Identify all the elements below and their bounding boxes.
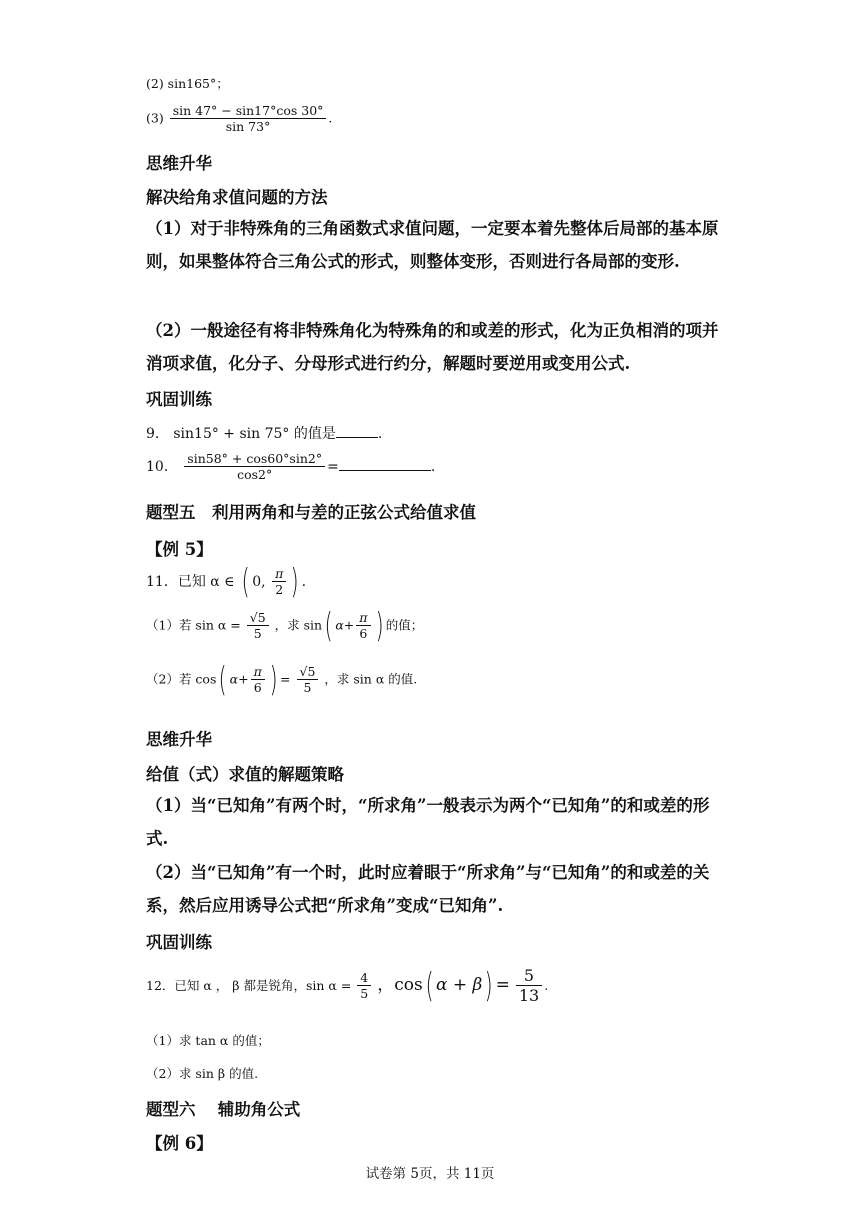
question-12-part-2: （2）求 sin β 的值.: [146, 1066, 259, 1081]
question-12: 12．已知 α ， β 都是锐角，sin α = $\frac{4}{5}$ ，cos( α + β) = $\frac{5}{13}$ .: [146, 966, 549, 1007]
fraction: $\frac{√5}{5}$: [297, 665, 319, 695]
question-12-part-1: （1）求 tan α 的值；: [146, 1033, 270, 1048]
fraction: $\frac{√5}{5}$: [247, 611, 269, 641]
section-heading: 思维升华: [146, 154, 212, 173]
fraction: $\frac{\pi}{2}$: [272, 567, 286, 597]
question-3-part-3: (3) $\frac{\sin 47^\circ - \sin 17^\circ\cos 30^\circ}{\sin 73^\circ}$ .: [146, 103, 333, 135]
method-paragraph-2: （2）一般途径有将非特殊角化为特殊角的和或差的形式，化为正负相消的项并消项求值，化分子、分母形式进行约分，解题时要逆用或变用公式.: [146, 321, 719, 373]
method-paragraph-1: （1）对于非特殊角的三角函数式求值问题，一定要本着先整体后局部的基本原则，如果整体符合三角公式的形式，则整体变形，否则进行各局部的变形.: [146, 219, 719, 271]
fraction: $\frac{4}{5}$: [357, 971, 371, 1001]
fraction: $\frac{\pi}{6}$: [356, 611, 370, 641]
fraction: $\frac{5}{13}$: [516, 967, 542, 1006]
answer-blank: [336, 425, 378, 438]
page-footer: 试卷第 5页，共 11页: [365, 1166, 495, 1182]
section-heading-type-6: 题型六 辅助角公式: [146, 1100, 301, 1119]
section-heading-type-5: 题型五 利用两角和与差的正弦公式给值求值: [146, 503, 476, 522]
fraction: $\frac{\sin 58^\circ + \cos 60^\circ\sin 2^\circ}{\cos 2^\circ}$: [184, 452, 325, 482]
question-11-part-2: （2）若 cos( α+ $\frac{\pi}{6}$ ) = $\frac{√5}{5}$ ，求 sin α 的值.: [146, 660, 418, 700]
fraction: $\frac{\sin 47^\circ - \sin 17^\circ\cos 30^\circ}{\sin 73^\circ}$: [170, 104, 327, 134]
method-heading: 给值（式）求值的解题策略: [146, 765, 344, 784]
fraction: $\frac{\pi}{6}$: [251, 665, 265, 695]
question-10: 10． $\frac{\sin 58^\circ + \cos 60^\circ\sin 2^\circ}{\cos 2^\circ}$ = .: [146, 451, 436, 483]
practice-heading: 巩固训练: [146, 933, 212, 952]
question-9: 9． sin15° + sin 75° 的值是 .: [146, 426, 383, 442]
example-label: 【例 5】: [146, 540, 213, 559]
method-paragraph-3: （1）当“已知角”有两个时，“所求角”一般表示为两个“已知角”的和或差的形式.: [146, 796, 710, 848]
question-11-part-1: （1）若 sin α = $\frac{√5}{5}$ ，求 sin( α+ $\frac{\pi}{6}$ ) 的值；: [146, 606, 424, 646]
example-label: 【例 6】: [146, 1134, 213, 1153]
method-heading: 解决给角求值问题的方法: [146, 188, 328, 207]
method-paragraph-4: （2）当“已知角”有一个时，此时应着眼于“所求角”与“已知角”的和或差的关系，然后应用诱导公式把“所求角”变成“已知角”.: [146, 863, 710, 915]
practice-heading: 巩固训练: [146, 390, 212, 409]
question-11: 11．已知 α ∈ ( 0, $\frac{\pi}{2}$ ) .: [146, 562, 307, 602]
question-3-part-2: (2) sin165°；: [146, 76, 229, 91]
answer-blank: [339, 458, 431, 471]
section-heading: 思维升华: [146, 730, 212, 749]
